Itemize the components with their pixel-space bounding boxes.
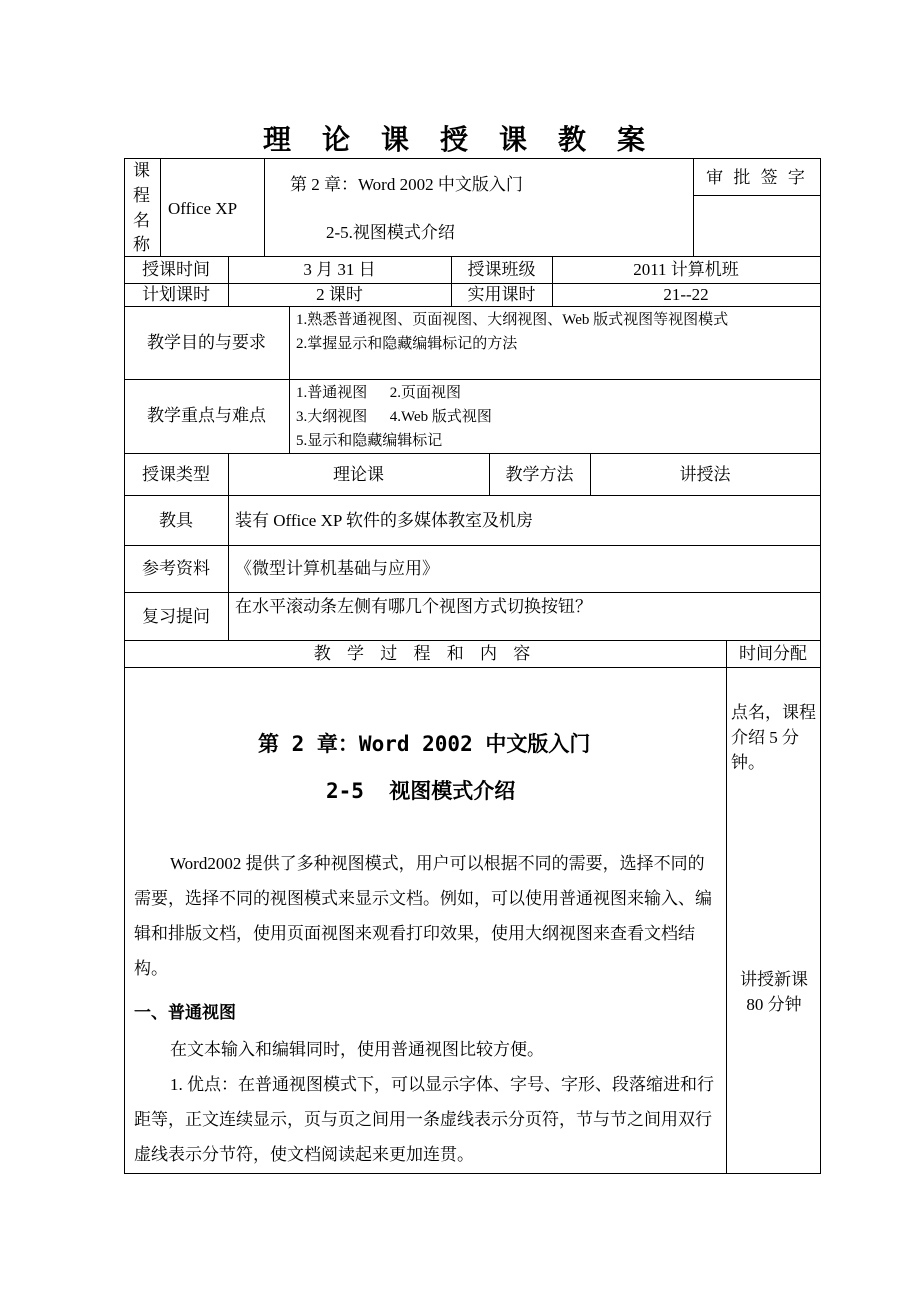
teach-time-label: 授课时间 (142, 260, 210, 279)
time-allocation-header: 时间分配 (739, 644, 807, 663)
key-point-item: 5.显示和隐藏编辑标记 (296, 433, 443, 449)
goal-item: 2.掌握显示和隐藏编辑标记的方法 (296, 336, 518, 352)
document-title: 理 论 课 授 课 教 案 (262, 125, 657, 156)
chapter-heading: 第 2 章：Word 2002 中文版入门 (258, 732, 591, 756)
review-label: 复习提问 (142, 607, 210, 626)
paragraph: 在文本输入和编辑同时，使用普通视图比较方便。 (170, 1040, 544, 1059)
actual-hours-value: 21--22 (663, 285, 709, 304)
course-name: Office XP (168, 199, 238, 218)
class-value: 2011 计算机班 (633, 260, 739, 279)
goal-item: 1.熟悉普通视图、页面视图、大纲视图、Web 版式视图等视图模式 (296, 312, 729, 328)
reference-label: 参考资料 (142, 559, 210, 578)
tools-value: 装有 Office XP 软件的多媒体教室及机房 (235, 511, 533, 530)
actual-hours-label: 实用课时 (467, 285, 536, 304)
time-note-lecture: 讲授新课 80 分钟 (740, 970, 808, 1014)
key-point-item: 3.大纲视图 4.Web 版式视图 (296, 409, 492, 425)
tools-label: 教具 (159, 511, 193, 530)
review-question: 在水平滚动条左侧有哪几个视图方式切换按钮？ (235, 597, 592, 616)
section-heading-normal-view: 一、普通视图 (134, 1003, 236, 1022)
section-heading: 2-5 视图模式介绍 (326, 779, 516, 803)
approval-label: 审 批 签 字 (706, 168, 808, 187)
reference-value: 《微型计算机基础与应用》 (235, 559, 439, 578)
teach-time-value: 3 月 31 日 (303, 260, 376, 279)
course-chapter: 第 2 章：Word 2002 中文版入门 (290, 175, 523, 194)
course-section: 2-5.视图模式介绍 (326, 223, 455, 242)
process-header: 教 学 过 程 和 内 容 (313, 644, 537, 663)
plan-hours-label: 计划课时 (142, 285, 210, 304)
intro-paragraph: Word2002 提供了多种视图模式，用户可以根据不同的需要，选择不同的需要，选择不同的视图模式来显示文档。例如，可以使用普通视图来输入、编辑和排版文档，使用页面视图来观看打印效果，使用大纲视图来查看文档结构。 (134, 854, 712, 978)
plan-hours-value: 2 课时 (316, 285, 363, 304)
goals-label: 教学目的与要求 (147, 333, 266, 352)
key-point-item: 1.普通视图 2.页面视图 (296, 385, 462, 401)
method-value: 讲授法 (679, 465, 731, 484)
method-label: 教学方法 (505, 465, 574, 484)
class-label: 授课班级 (467, 260, 536, 279)
paragraph: 1. 优点：在普通视图模式下，可以显示字体、字号、字形、段落缩进和行距等，正文连续显示，页与页之间用一条虚线表示分页符，节与节之间用双行虚线表示分节符，使文档阅读起来更加连贯。 (134, 1075, 714, 1164)
type-value: 理论课 (333, 465, 384, 484)
time-note-roll-call: 点名，课程介绍 5 分钟。 (731, 703, 816, 772)
type-label: 授课类型 (142, 465, 210, 484)
key-points-label: 教学重点与难点 (147, 406, 266, 425)
